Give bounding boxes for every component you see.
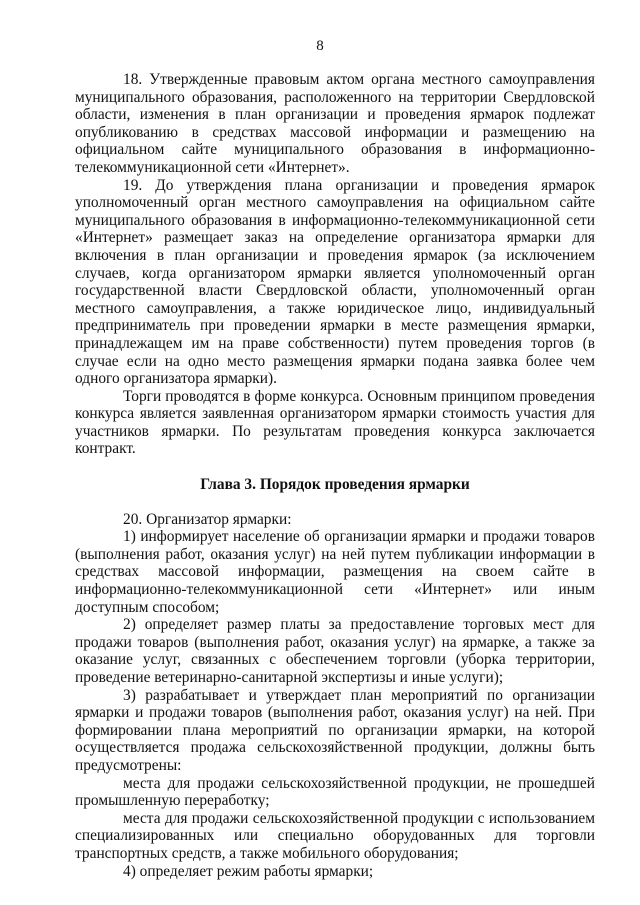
chapter-3-heading: Глава 3. Порядок проведения ярмарки [200, 476, 470, 494]
paragraph-19: 19. До утверждения плана организации и проведения ярмарок уполномоченный орган местного самоуправления на официальном сайте муниципального образования в информационно-телекоммуникационной сети «Интернет» размещает заказ на определение организатора ярмарки для включения в план организации и проведения ярмарок (за исключением случаев, когда организатором ярмарки является уполномоченный орган государственной власти Свердловской области, уполномоченный орган местного самоуправления, а также юридическое лицо, индивидуальный предприниматель при проведении ярмарки в месте размещения ярмарки, принадлежащем им на праве собственности) путем проведения торгов (в случае если на одно место размещения ярмарки подана заявка более чем одного организатора ярмарки). [75, 176, 595, 388]
item-2: 2) определяет размер платы за предоставление торговых мест для продажи товаров (выполнения работ, оказания услуг) на ярмарке, а также за оказание услуг, связанных с обеспечением торговли (уборка территории, проведение ветеринарно-санитарной экспертизы и иные услуги); [75, 616, 595, 686]
paragraph-18: 18. Утвержденные правовым актом органа местного самоуправления муниципального образования, расположенного на территории Свердловской области, изменения в план организации и проведения ярмарок подлежат опубликованию в средствах массовой информации и размещению на официальном сайте муниципального образования в информационно-телекоммуникационной сети «Интернет». [75, 71, 595, 176]
item-3-subitem-2: места для продажи сельскохозяйственной продукции с использованием специализированных или специально оборудованных для торговли транспортных средств, а также мобильного оборудования; [75, 809, 595, 862]
item-3-subitem-1: места для продажи сельскохозяйственной продукции, не прошедшей промышленную переработку; [75, 774, 595, 810]
paragraph-20: 20. Организатор ярмарки: [123, 510, 292, 528]
document-body [75, 71, 595, 880]
page-number: 8 [316, 38, 324, 54]
item-3: 3) разрабатывает и утверждает план мероприятий по организации ярмарки и продажи товаров (выполнения работ, оказания услуг) на ней. При формировании плана мероприятий по организации ярмарки, на которой осуществляется продажа сельскохозяйственной продукции, должны быть предусмотрены: [75, 686, 595, 774]
item-4: 4) определяет режим работы ярмарки; [123, 862, 374, 880]
item-1: 1) информирует население об организации ярмарки и продажи товаров (выполнения работ, оказания услуг) на ней путем публикации информации в средствах массовой информации, размещения на своем сайте в информационно-телекоммуникационной сети «Интернет» или иным доступным способом; [75, 528, 595, 616]
paragraph-tender: Торги проводятся в форме конкурса. Основным принципом проведения конкурса является заявленная организатором ярмарки стоимость участия для участников ярмарки. По результатам проведения конкурса заключается контракт. [75, 387, 595, 458]
